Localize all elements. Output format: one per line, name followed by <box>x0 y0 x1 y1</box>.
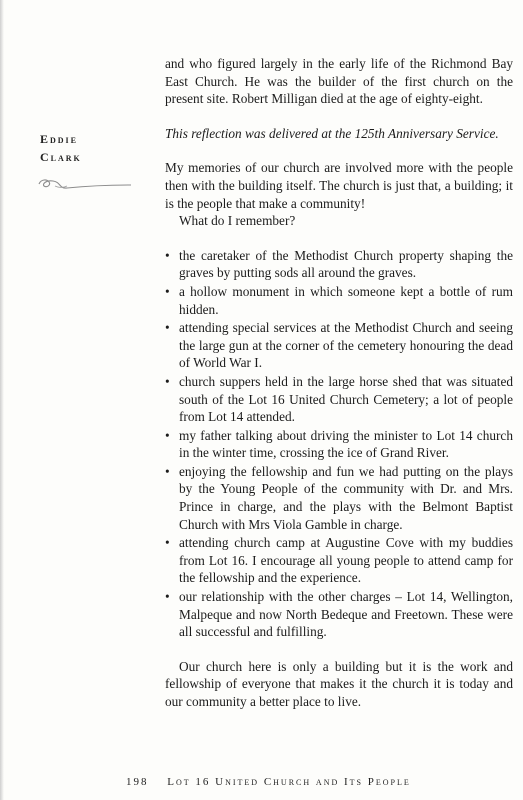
memory-text: church suppers held in the large horse shed that was situated south of the Lot 16 United Church Cemetery; a lot of people from Lot 14 attended. <box>179 373 513 425</box>
memory-paragraph: My memories of our church are involved more with the people then with the building itself. The church is just that, a building; it is the people that make a community! <box>165 160 513 211</box>
memory-text: enjoying the fellowship and fun we had putting on the plays by the Young People of the community with Dr. and Mrs. Prince in charge, and the plays with the Belmont Baptist Church with Mrs Viola Gamble in charge. <box>179 463 513 532</box>
page-gutter-shadow <box>0 0 4 800</box>
main-text-column <box>165 55 513 711</box>
author-last-name: Clark <box>40 150 82 164</box>
memory-text: the caretaker of the Methodist Church property shaping the graves by putting sods all around the graves. <box>179 247 513 281</box>
memory-text: my father talking about driving the minister to Lot 14 church in the winter time, crossing the ice of Grand River. <box>179 427 513 461</box>
memory-item <box>165 588 513 641</box>
memory-item <box>165 247 513 282</box>
memory-text: attending church camp at Augustine Cove with my buddies from Lot 16. I encourage all young people to attend camp for the fellowship and the experience. <box>179 535 513 586</box>
bullet-icon: • <box>165 535 170 551</box>
memories-list <box>165 247 513 641</box>
page-footer <box>126 776 506 788</box>
bullet-icon: • <box>165 589 170 605</box>
intro-paragraph: and who figured largely in the early life of the Richmond Bay East Church. He was the builder of the first church on the present site. Robert Milligan died at the age of eighty-eight. <box>165 56 513 107</box>
running-head: Lot 16 United Church and Its People <box>167 776 411 788</box>
bullet-icon: • <box>165 427 170 443</box>
reflection-note: This reflection was delivered at the 125th Anniversary Service. <box>165 125 499 141</box>
memory-item <box>165 463 513 533</box>
bullet-icon: • <box>165 373 170 389</box>
flourish-swash-icon <box>37 173 133 193</box>
closing-paragraph: Our church here is only a building but it is the work and fellowship of everyone that makes it the church it is today and our community a better place to live. <box>165 658 513 709</box>
memory-item <box>165 534 513 587</box>
memory-item <box>165 319 513 372</box>
memory-item <box>165 373 513 426</box>
memory-item <box>165 427 513 462</box>
bullet-icon: • <box>165 463 170 479</box>
memory-text: a hollow monument in which someone kept a bottle of rum hidden. <box>179 283 513 317</box>
author-name <box>40 130 150 166</box>
bullet-icon: • <box>165 283 170 299</box>
bullet-icon: • <box>165 320 170 336</box>
page-number: 198 <box>126 776 149 788</box>
memory-text: our relationship with the other charges – Lot 14, Wellington, Malpeque and now North Bedeque and Freetown. These were all successful and fulfilling. <box>179 589 513 640</box>
author-first-name: Eddie <box>40 132 79 146</box>
question-line: What do I remember? <box>179 213 296 229</box>
bullet-icon: • <box>165 247 170 263</box>
memory-item <box>165 283 513 318</box>
memory-text: attending special services at the Methodist Church and seeing the large gun at the corner of the cemetery honouring the dead of World War I. <box>179 320 513 371</box>
